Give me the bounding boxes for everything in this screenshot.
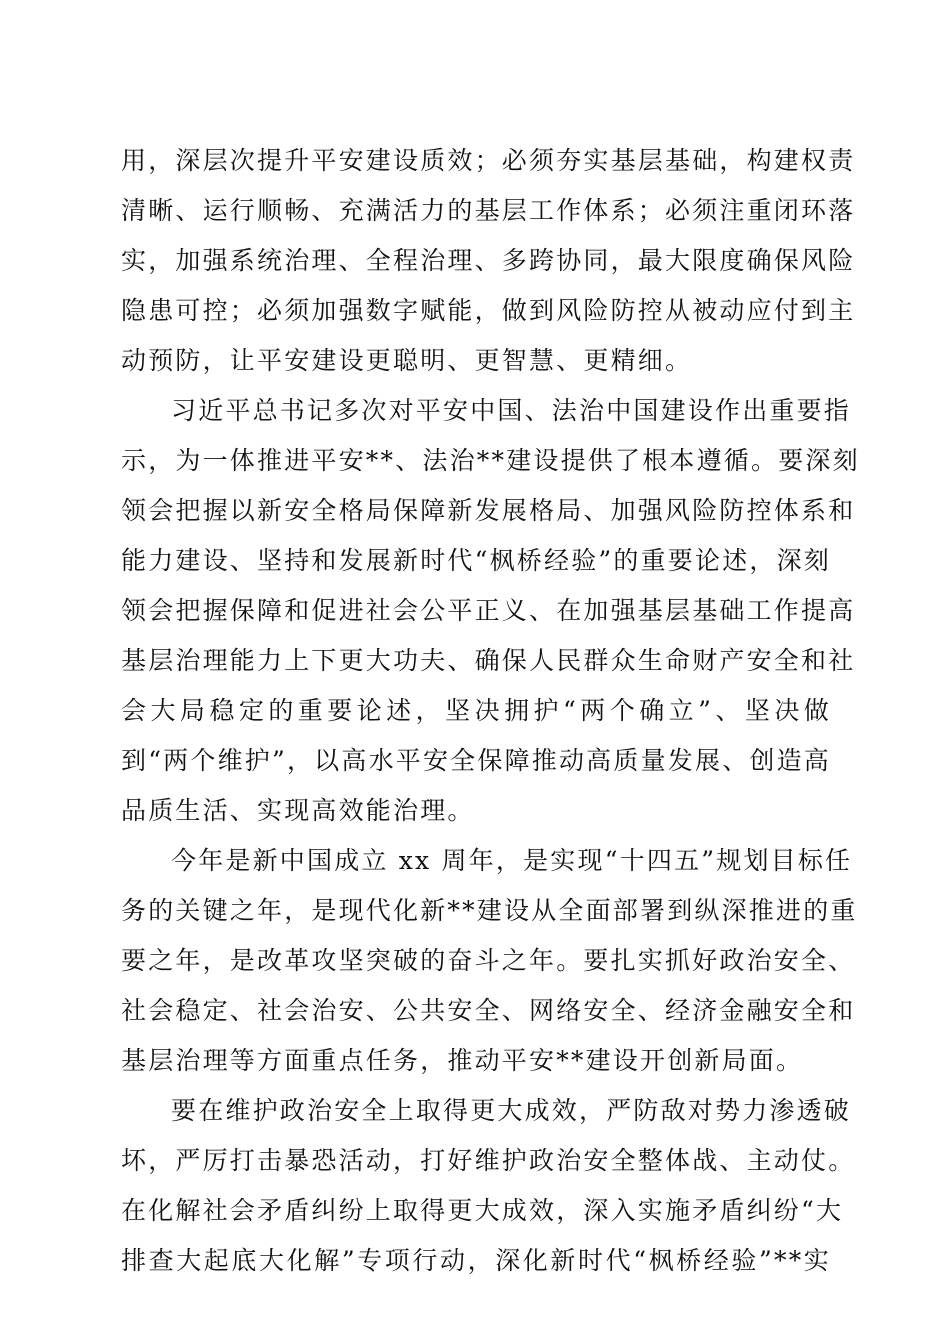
paragraph-first-line: 要在维护政治安全上取得更大成效，严防敌对势力渗透破 <box>171 1096 852 1125</box>
text-line: 领会把握以新安全格局保障新发展格局、加强风险防控体系和 <box>121 496 856 525</box>
text-line: 隐患可控；必须加强数字赋能，做到风险防控从被动应付到主 <box>121 296 856 325</box>
text-line: 排查大起底大化解”专项行动，深化新时代“枫桥经验”**实 <box>121 1246 831 1275</box>
text-line: 在化解社会矛盾纠纷上取得更大成效，深入实施矛盾纠纷“大 <box>121 1196 844 1225</box>
text-line: 社会稳定、社会治安、公共安全、网络安全、经济金融安全和 <box>121 996 856 1025</box>
text-line: 到“两个维护”，以高水平安全保障推动高质量发展、创造高 <box>121 746 831 775</box>
text-line: 示，为一体推进平安**、法治**建设提供了根本遵循。要深刻 <box>121 446 860 475</box>
text-line: 基层治理等方面重点任务，推动平安**建设开创新局面。 <box>121 1046 804 1075</box>
text-line: 实，加强系统治理、全程治理、多跨协同，最大限度确保风险 <box>121 246 856 275</box>
text-line: 用，深层次提升平安建设质效；必须夯实基层基础，构建权责 <box>121 146 856 175</box>
paragraph-first-line: 今年是新中国成立 xx 周年，是实现“十四五”规划目标任 <box>171 846 853 875</box>
paragraph-first-line: 习近平总书记多次对平安中国、法治中国建设作出重要指 <box>171 396 852 425</box>
document-body <box>121 136 860 1286</box>
text-line: 清晰、运行顺畅、充满活力的基层工作体系；必须注重闭环落 <box>121 196 856 225</box>
text-line: 会大局稳定的重要论述，坚决拥护“两个确立”、坚决做 <box>121 696 831 725</box>
text-line: 动预防，让平安建设更聪明、更智慧、更精细。 <box>121 346 693 375</box>
text-line: 品质生活、实现高效能治理。 <box>121 796 475 825</box>
text-line: 基层治理能力上下更大功夫、确保人民群众生命财产安全和社 <box>121 646 856 675</box>
text-line: 领会把握保障和促进社会公平正义、在加强基层基础工作提高 <box>121 596 856 625</box>
text-line: 坏，严厉打击暴恐活动，打好维护政治安全整体战、主动仗。 <box>121 1146 856 1175</box>
text-line: 务的关键之年，是现代化新**建设从全面部署到纵深推进的重 <box>121 896 858 925</box>
text-line: 要之年，是改革攻坚突破的奋斗之年。要扎实抓好政治安全、 <box>121 946 856 975</box>
text-line: 能力建设、坚持和发展新时代“枫桥经验”的重要论述，深刻 <box>121 546 831 575</box>
